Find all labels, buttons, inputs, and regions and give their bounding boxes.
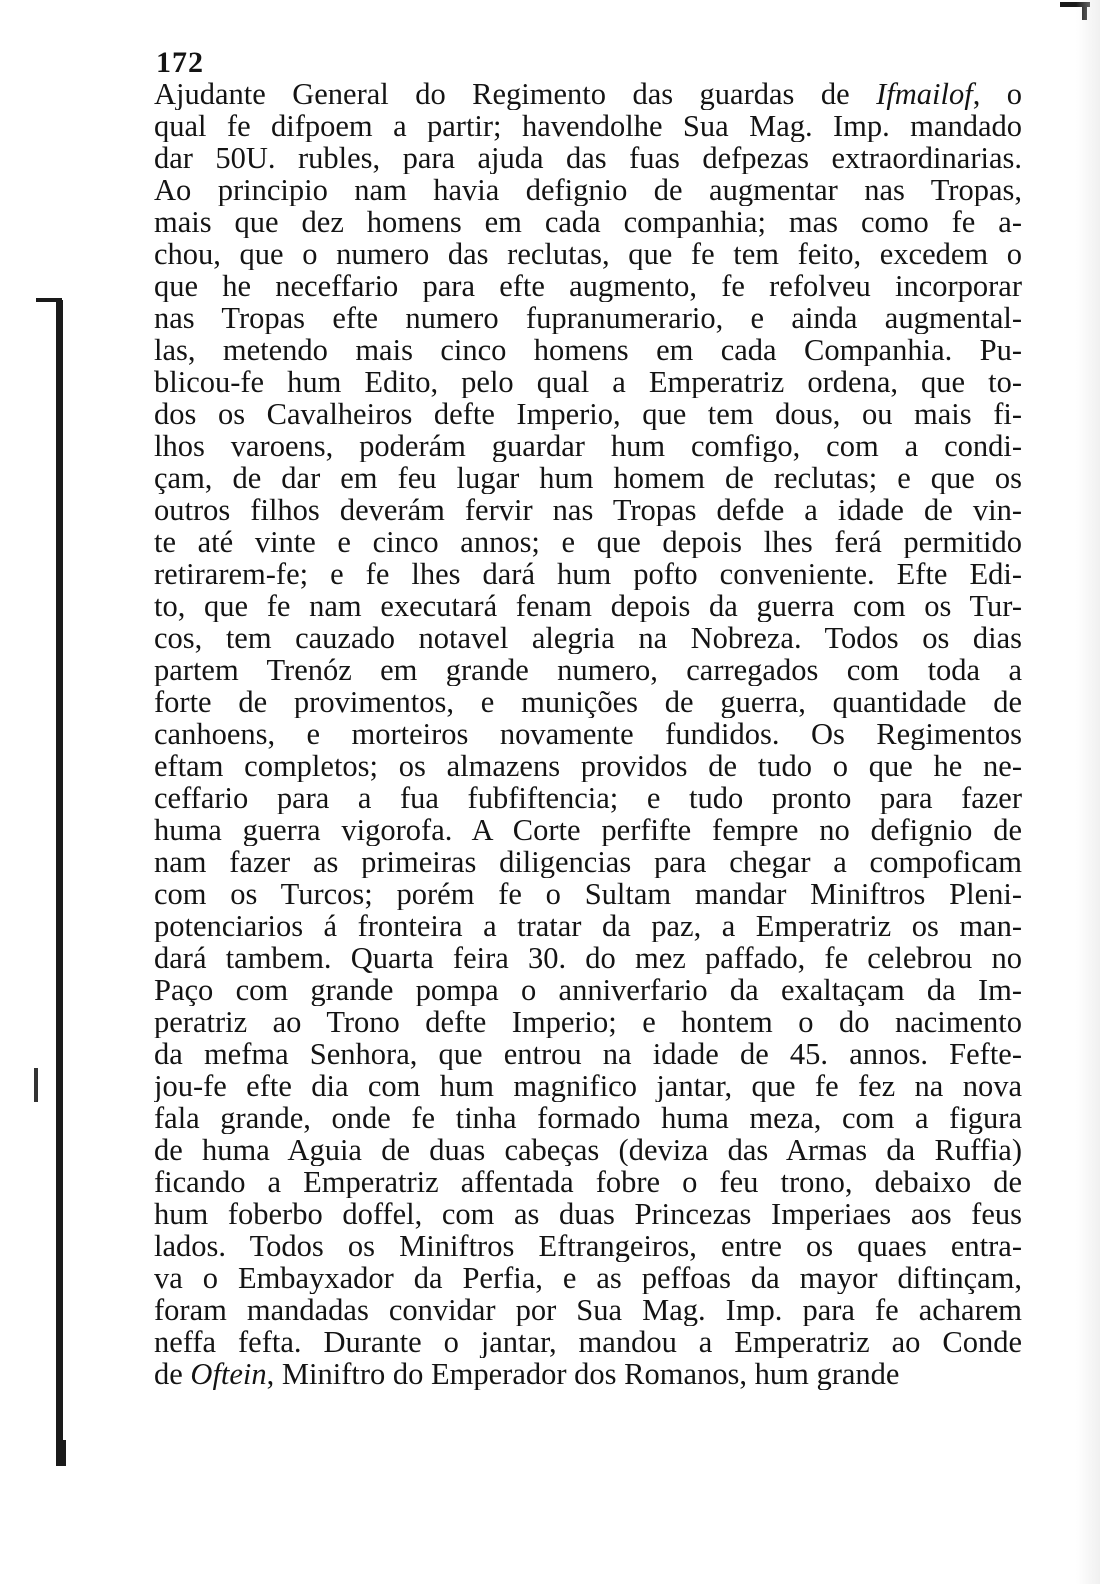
text-line: de huma Aguia de duas cabeças (deviza das Armas da Ruffia): [154, 1134, 1022, 1166]
text-line: ficando a Emperatriz affentada fobre o feu trono, debaixo de: [154, 1166, 1022, 1198]
text-line: retirarem-fe; e fe lhes dará hum pofto conveniente. Efte Edi-: [154, 558, 1022, 590]
text-line: dos os Cavalheiros defte Imperio, que tem dous, ou mais fi-: [154, 398, 1022, 430]
text-line: qual fe difpoem a partir; havendolhe Sua Mag. Imp. mandado: [154, 110, 1022, 142]
text-line: ceffario para a fua fubfiftencia; e tudo pronto para fazer: [154, 782, 1022, 814]
margin-rule-bottom: [56, 1440, 66, 1466]
text-line: outros filhos deverám fervir nas Tropas defde a idade de vin-: [154, 494, 1022, 526]
text-line: jou-fe efte dia com hum magnifico jantar, que fe fez na nova: [154, 1070, 1022, 1102]
text-line: hum foberbo doffel, com as duas Princezas Imperiaes aos feus: [154, 1198, 1022, 1230]
text-line: forte de provimentos, e munições de guerra, quantidade de: [154, 686, 1022, 718]
text-line: nam fazer as primeiras diligencias para chegar a compoficam: [154, 846, 1022, 878]
text-line: Paço com grande pompa o anniverfario da exaltaçam da Im-: [154, 974, 1022, 1006]
text-line: lados. Todos os Miniftros Eftrangeiros, entre os quaes entra-: [154, 1230, 1022, 1262]
text-line: com os Turcos; porém fe o Sultam mandar Miniftros Pleni-: [154, 878, 1022, 910]
text-line: chou, que o numero das reclutas, que fe tem feito, excedem o: [154, 238, 1022, 270]
text-line: va o Embayxador da Perfia, e as peffoas da mayor diftinçam,: [154, 1262, 1022, 1294]
page-number: 172: [156, 46, 204, 79]
text-line: cos, tem cauzado notavel alegria na Nobreza. Todos os dias: [154, 622, 1022, 654]
text-line: eftam completos; os almazens providos de tudo o que he ne-: [154, 750, 1022, 782]
italic-person-name: Oftein: [190, 1358, 267, 1390]
text-line: Ajudante General do Regimento das guardas de Ifmailof, o: [154, 78, 1022, 110]
text-line: mais que dez homens em cada companhia; mas como fe a-: [154, 206, 1022, 238]
text-line: dará tambem. Quarta feira 30. do mez paffado, fe celebrou no: [154, 942, 1022, 974]
italic-place-name: Ifmailof: [876, 78, 973, 110]
margin-rule: [56, 300, 63, 1465]
text-line: dar 50U. rubles, para ajuda das fuas defpezas extraordinarias.: [154, 142, 1022, 174]
page-edge: [1076, 0, 1100, 1584]
text-line: to, que fe nam executará fenam depois da guerra com os Tur-: [154, 590, 1022, 622]
text-line: fala grande, onde fe tinha formado huma meza, com a figura: [154, 1102, 1022, 1134]
text-line: foram mandadas convidar por Sua Mag. Imp. para fe acharem: [154, 1294, 1022, 1326]
text-line: huma guerra vigorofa. A Corte perfifte fempre no defignio de: [154, 814, 1022, 846]
text-line: neffa fefta. Durante o jantar, mandou a Emperatriz ao Conde: [154, 1326, 1022, 1358]
text-line: partem Trenóz em grande numero, carregados com toda a: [154, 654, 1022, 686]
text-line: lhos varoens, poderám guardar hum comfigo, com a condi-: [154, 430, 1022, 462]
text-line: peratriz ao Trono defte Imperio; e hontem o do nacimento: [154, 1006, 1022, 1038]
margin-tick: [34, 1068, 38, 1102]
body-text: [154, 78, 1022, 1390]
text-line: las, metendo mais cinco homens em cada Companhia. Pu-: [154, 334, 1022, 366]
text-line: çam, de dar em feu lugar hum homem de reclutas; e que os: [154, 462, 1022, 494]
text-line: nas Tropas efte numero fupranumerario, e ainda augmental-: [154, 302, 1022, 334]
text-line: da mefma Senhora, que entrou na idade de 45. annos. Fefte-: [154, 1038, 1022, 1070]
text-line: de Oftein, Miniftro do Emperador dos Romanos, hum grande: [154, 1358, 900, 1390]
text-line: te até vinte e cinco annos; e que depois lhes ferá permitido: [154, 526, 1022, 558]
text-line: canhoens, e morteiros novamente fundidos. Os Regimentos: [154, 718, 1022, 750]
text-line: que he neceffario para efte augmento, fe refolveu incorporar: [154, 270, 1022, 302]
text-line: potenciarios á fronteira a tratar da paz, a Emperatriz os man-: [154, 910, 1022, 942]
text-line: blicou-fe hum Edito, pelo qual a Emperatriz ordena, que to-: [154, 366, 1022, 398]
text-line: Ao principio nam havia defignio de augmentar nas Tropas,: [154, 174, 1022, 206]
